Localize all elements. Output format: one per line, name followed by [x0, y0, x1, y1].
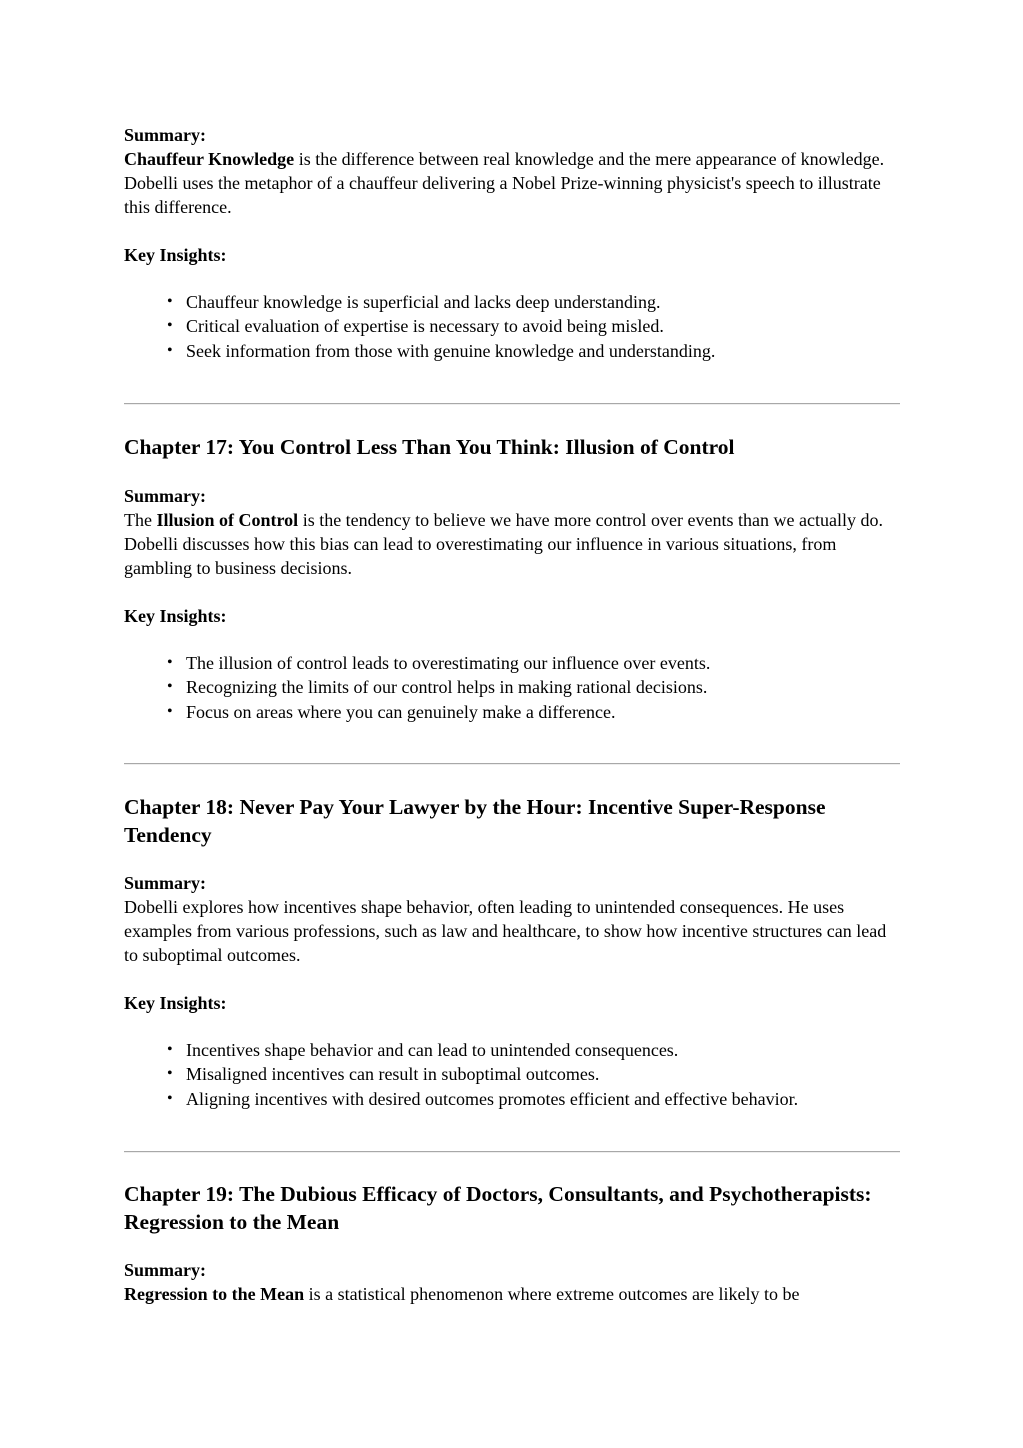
summary-text-17: is the tendency to believe we have more control over events than we actually do. Dobelli discusses how this bias can lead to overestimating our influence in various situations, from gambling to business decisions. [124, 510, 883, 578]
bullet-glyph: • [167, 1089, 173, 1107]
list-item: • Critical evaluation of expertise is necessary to avoid being misled. [124, 314, 900, 338]
list-item: • Misaligned incentives can result in suboptimal outcomes. [124, 1062, 900, 1086]
summary-paragraph-19 [124, 1282, 900, 1306]
summary-label-19: Summary: [124, 1260, 206, 1280]
key-insights-label-18: Key Insights: [124, 993, 227, 1013]
summary-term-19: Regression to the Mean [124, 1284, 305, 1304]
list-item: • Aligning incentives with desired outcomes promotes efficient and effective behavior. [124, 1087, 900, 1111]
bullet-glyph: • [167, 293, 173, 310]
key-insights-label-16: Key Insights: [124, 245, 227, 265]
section-divider [124, 1151, 900, 1153]
summary-label-17: Summary: [124, 486, 206, 506]
bullet-glyph: • [167, 654, 173, 671]
summary-paragraph-18: Dobelli explores how incentives shape behavior, often leading to unintended consequences. He uses examples from various professions, such as law and healthcare, to show how incentive structures can lead to suboptimal outcomes. [124, 897, 887, 965]
summary-text-16: is the difference between real knowledge and the mere appearance of knowledge. Dobelli uses the metaphor of a chauffeur delivering a Nobel Prize-winning physicist's speech to illustrate this difference. [124, 149, 885, 217]
summary-label-18: Summary: [124, 873, 206, 893]
key-insights-label-17: Key Insights: [124, 606, 227, 626]
list-item: • The illusion of control leads to overestimating our influence over events. [124, 651, 900, 675]
list-item: • Seek information from those with genuine knowledge and understanding. [124, 339, 900, 363]
summary-paragraph-17: The Illusion of Control is the tendency to believe we have more control over events than we actually do. Dobelli discusses how this bias can lead to overestimating our influence in various situations, from gambling to business decisions. [124, 510, 883, 578]
summary-text-19: is a statistical phenomenon where extreme outcomes are likely to be [304, 1284, 800, 1304]
key-insights-list-16 [124, 290, 900, 363]
section-divider [124, 763, 900, 765]
summary-term-16: Chauffeur Knowledge [124, 149, 295, 169]
summary-paragraph-16 [124, 147, 900, 219]
bullet-glyph: • [167, 1065, 173, 1083]
chapter-heading-18: Chapter 18: Never Pay Your Lawyer by the Hour: Incentive Super-Response Tendency [124, 795, 826, 847]
list-item: • Recognizing the limits of our control helps in making rational decisions. [124, 675, 900, 699]
bullet-glyph: • [167, 341, 173, 359]
chapter-heading-17: Chapter 17: You Control Less Than You Think: Illusion of Control [124, 435, 735, 459]
list-item: • Focus on areas where you can genuinely make a difference. [124, 700, 900, 724]
bullet-glyph: • [167, 317, 173, 335]
key-insights-list-18 [124, 1038, 900, 1111]
list-item: • Chauffeur knowledge is superficial and lacks deep understanding. [124, 290, 900, 314]
list-item: • Incentives shape behavior and can lead to unintended consequences. [124, 1038, 900, 1062]
summary-term-17: Illusion of Control [156, 510, 299, 530]
chapter-heading-19: Chapter 19: The Dubious Efficacy of Doctors, Consultants, and Psychotherapists: Regression to the Mean [124, 1182, 872, 1234]
section-divider [124, 403, 900, 405]
summary-label-16: Summary: [124, 125, 206, 145]
bullet-glyph: • [167, 1041, 173, 1058]
bullet-glyph: • [167, 678, 173, 696]
bullet-glyph: • [167, 702, 173, 720]
key-insights-list-17 [124, 651, 900, 724]
